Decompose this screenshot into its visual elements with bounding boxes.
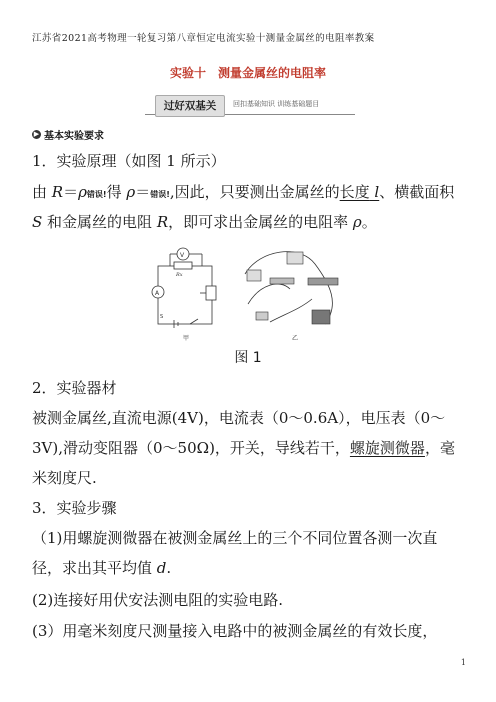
error-field: 错误! <box>86 190 107 199</box>
text-run: 得 <box>106 183 127 201</box>
symbol-r: R <box>51 183 64 201</box>
section-banner <box>155 95 345 115</box>
step-2: (2)连接好用伏安法测电阻的实验电路. <box>32 591 284 609</box>
text-run: 长度 <box>339 183 370 201</box>
rheostat-symbol <box>206 286 216 300</box>
text-run: ＝ <box>63 183 79 201</box>
circuit-diagram <box>150 244 350 344</box>
figure-1 <box>150 244 350 344</box>
text-run: 和金属丝的电阻 <box>42 213 157 231</box>
symbol-rho: ρ <box>126 183 136 201</box>
step-1-line-2 <box>32 557 171 578</box>
symbol-d: d <box>156 559 167 577</box>
ammeter-device <box>247 270 261 281</box>
underlined-length <box>340 183 380 201</box>
equipment-line-1: 被测金属丝,直流电源(4V)，电流表（0～0.6A），电压表（0～ <box>32 409 446 427</box>
symbol-rho: ρ <box>78 183 87 201</box>
ammeter-label: A <box>155 290 160 297</box>
section-heading <box>32 127 104 142</box>
text-run: 径，求出其平均值 <box>32 559 157 577</box>
error-field: 错误! <box>150 190 170 199</box>
voltmeter-device <box>287 252 303 264</box>
symbol-s: S <box>32 213 43 231</box>
voltmeter-label: V <box>180 252 185 259</box>
text-run: 由 <box>32 183 52 201</box>
page-title <box>0 64 496 81</box>
circuit-loop <box>158 266 212 324</box>
switch-device <box>256 312 268 320</box>
resistor-label: Rx <box>176 272 183 278</box>
text-run: ，毫 <box>424 439 455 457</box>
title-part-1: 实验十 <box>169 66 206 80</box>
symbol-l: l <box>369 183 380 201</box>
switch-label: S <box>160 314 164 320</box>
apparatus-photo <box>245 252 338 324</box>
resistor-symbol <box>174 262 192 269</box>
bullet-icon: ▶ <box>33 130 40 138</box>
battery-pack <box>312 310 330 324</box>
principle-line-1 <box>32 181 454 202</box>
figure-caption: 图 1 <box>234 350 262 366</box>
text-run: ，即可求出金属丝的电阻率 <box>168 213 353 231</box>
text-run: . <box>166 559 172 577</box>
banner-label: 过好双基关 <box>155 95 225 117</box>
principle-line-2 <box>32 211 377 232</box>
symbol-rho: ρ <box>352 213 362 231</box>
apparatus-label: 乙 <box>292 335 299 342</box>
wire-board <box>270 278 294 284</box>
page-header: 江苏省2021高考物理一轮复习第八章恒定电流实验十测量金属丝的电阻率教案 <box>32 33 375 44</box>
steps-heading: 3．实验步骤 <box>32 499 117 517</box>
symbol-r: R <box>156 213 169 231</box>
text-run: ,因此，只要测出金属丝的 <box>169 183 340 201</box>
text-run: 。 <box>361 213 377 231</box>
step-3: (3）用毫米刻度尺测量接入电路中的被测金属丝的有效长度， <box>32 622 438 640</box>
page-number: 1 <box>460 658 466 667</box>
title-part-2: 测量金属丝的电阻率 <box>218 66 327 80</box>
underlined-micrometer: 螺旋测微器 <box>349 439 425 457</box>
equipment-line-3: 米刻度尺. <box>32 469 97 487</box>
step-1-line-1: （1)用螺旋测微器在被测金属丝上的三个不同位置各测一次直 <box>32 529 438 547</box>
banner-subtitle: 回扣基础知识 训练基础题目 <box>233 100 320 108</box>
principle-heading: 1．实验原理（如图 1 所示） <box>32 152 226 170</box>
equipment-line-2 <box>32 437 455 458</box>
circuit-a-label: 甲 <box>183 335 190 342</box>
text-run: 3V),滑动变阻器（0～50Ω)，开关，导线若干， <box>32 439 350 457</box>
text-run: 、横截面积 <box>379 183 455 201</box>
section-heading-label: 基本实验要求 <box>44 131 104 142</box>
equipment-heading: 2．实验器材 <box>32 379 117 397</box>
rheostat-device <box>308 278 338 285</box>
text-run: ＝ <box>135 183 151 201</box>
